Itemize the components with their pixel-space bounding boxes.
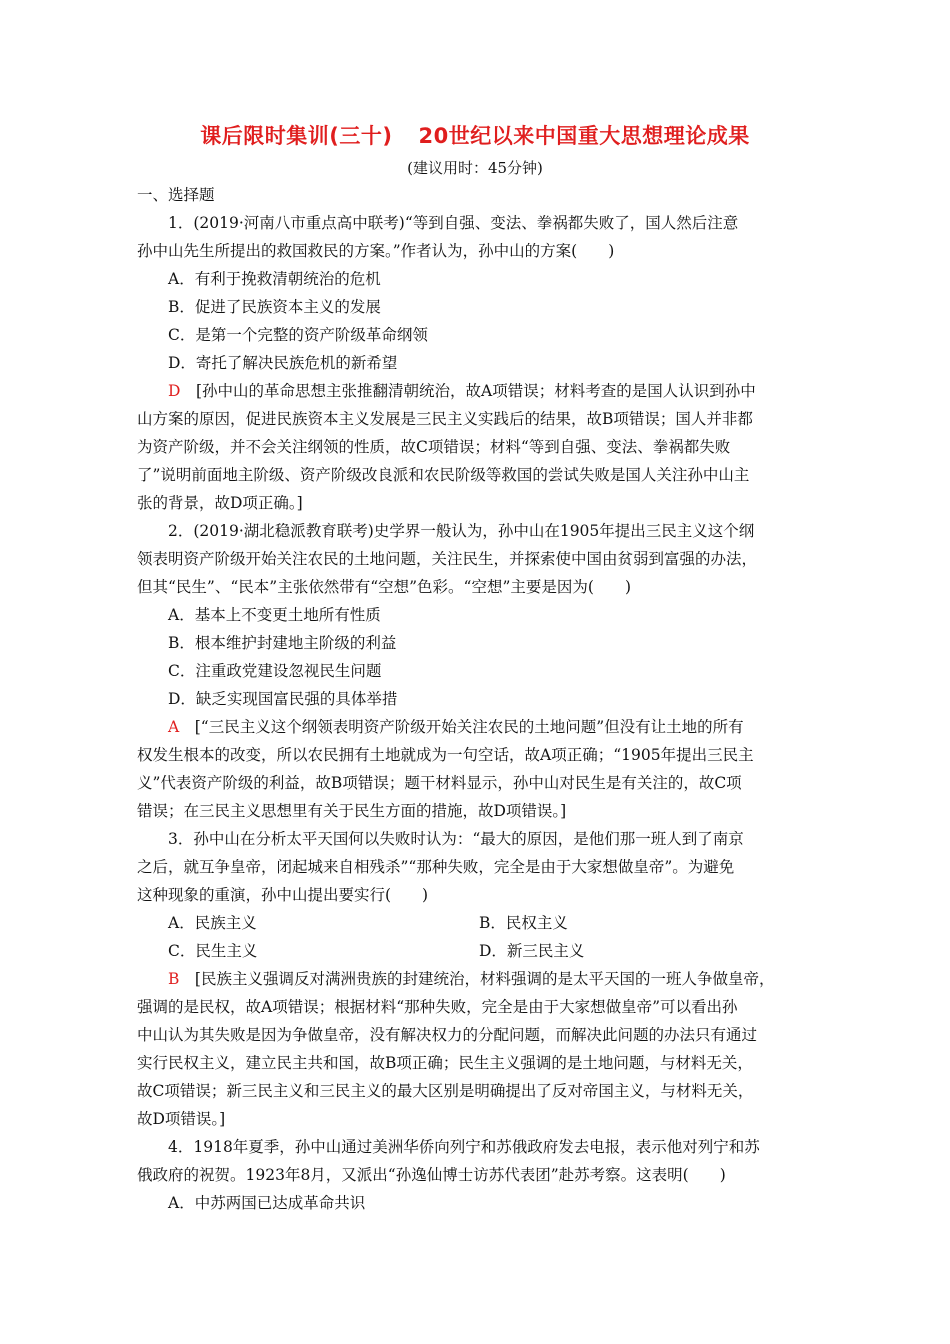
question-text: 1．(2019·河南八市重点高中联考)“等到自强、变法、拳祸都失败了，国人然后注意 <box>168 214 739 232</box>
explanation-text: 实行民权主义，建立民主共和国，故B项正确；民生主义强调的是土地问题，与材料无关， <box>137 1054 753 1072</box>
question-3 <box>137 825 817 1133</box>
answer-letter: B <box>168 970 180 988</box>
explanation-text: 中山认为其失败是因为争做皇帝，没有解决权力的分配问题，而解决此问题的办法只有通过 <box>137 1026 758 1044</box>
question-text: 3．孙中山在分析太平天国何以失败时认为：“最大的原因，是他们那一班人到了南京 <box>168 830 744 848</box>
question-text: 这种现象的重演，孙中山提出要实行( ) <box>137 886 429 904</box>
option-d: D．新三民主义 <box>479 942 585 960</box>
option-a: A．基本上不变更土地所有性质 <box>168 606 381 624</box>
page-title <box>0 120 950 150</box>
explanation-text: 为资产阶级，并不会关注纲领的性质，故C项错误；材料“等到自强、变法、拳祸都失败 <box>137 438 731 456</box>
option-c: C．民生主义 <box>168 942 258 960</box>
explanation-text: 故C项错误；新三民主义和三民主义的最大区别是明确提出了反对帝国主义，与材料无关， <box>137 1082 754 1100</box>
content <box>137 181 817 1217</box>
options-row <box>137 909 817 937</box>
option-a: A．民族主义 <box>168 914 257 932</box>
question-text: 4．1918年夏季，孙中山通过美洲华侨向列宁和苏俄政府发去电报，表示他对列宁和苏 <box>168 1138 760 1156</box>
explanation-text: 山方案的原因，促进民族资本主义发展是三民主义实践后的结果，故B项错误；国人并非都 <box>137 410 753 428</box>
explanation-text: 强调的是民权，故A项错误；根据材料“那种失败，完全是由于大家想做皇帝”可以看出孙 <box>137 998 738 1016</box>
page-subtitle: (建议用时：45分钟) <box>407 159 543 177</box>
answer-line <box>137 965 817 993</box>
question-text: 俄政府的祝贺。1923年8月，又派出“孙逸仙博士访苏代表团”赴苏考察。这表明( ) <box>137 1166 726 1184</box>
option-b: B．根本维护封建地主阶级的利益 <box>168 634 397 652</box>
answer-line <box>137 713 817 741</box>
answer-line <box>137 377 817 405</box>
option-c: C．是第一个完整的资产阶级革命纲领 <box>168 326 428 344</box>
option-a: A．中苏两国已达成革命共识 <box>168 1194 366 1212</box>
explanation-text: 权发生根本的改变，所以农民拥有土地就成为一句空话，故A项正确；“1905年提出三民主 <box>137 746 754 764</box>
option-d: D．寄托了解决民族危机的新希望 <box>168 354 398 372</box>
title-series: 课后限时集训(三十) <box>200 124 393 148</box>
explanation-text: 义”代表资产阶级的利益，故B项错误；题干材料显示，孙中山对民生是有关注的，故C项 <box>137 774 742 792</box>
option-b: B．促进了民族资本主义的发展 <box>168 298 381 316</box>
section-heading: 一、选择题 <box>137 186 215 204</box>
option-b: B．民权主义 <box>479 914 568 932</box>
question-4 <box>137 1133 817 1217</box>
question-2 <box>137 517 817 825</box>
options-row <box>137 937 817 965</box>
title-topic: 20世纪以来中国重大思想理论成果 <box>418 124 750 148</box>
question-1 <box>137 209 817 517</box>
option-d: D．缺乏实现国富民强的具体举措 <box>168 690 398 708</box>
option-a: A．有利于挽救清朝统治的危机 <box>168 270 381 288</box>
explanation-text: 了”说明前面地主阶级、资产阶级改良派和农民阶级等救国的尝试失败是国人关注孙中山主 <box>137 466 750 484</box>
explanation-text: [民族主义强调反对满洲贵族的封建统治，材料强调的是太平天国的一班人争做皇帝， <box>194 970 775 988</box>
explanation-text: 错误；在三民主义思想里有关于民生方面的措施，故D项错误。] <box>137 802 567 820</box>
question-text: 2．(2019·湖北稳派教育联考)史学界一般认为，孙中山在1905年提出三民主义这个纲 <box>168 522 755 540</box>
option-c: C．注重政党建设忽视民生问题 <box>168 662 382 680</box>
question-text: 之后，就互争皇帝，闭起城来自相残杀”“那种失败，完全是由于大家想做皇帝”。为避免 <box>137 858 735 876</box>
explanation-text: 张的背景，故D项正确。] <box>137 494 303 512</box>
explanation-text: [孙中山的革命思想主张推翻清朝统治，故A项错误；材料考查的是国人认识到孙中 <box>195 382 756 400</box>
explanation-text: [“三民主义这个纲领表明资产阶级开始关注农民的土地问题”但没有让土地的所有 <box>194 718 744 736</box>
question-text: 但其“民生”、“民本”主张依然带有“空想”色彩。“空想”主要是因为( ) <box>137 578 631 596</box>
question-text: 领表明资产阶级开始关注农民的土地问题，关注民生，并探索使中国由贫弱到富强的办法， <box>137 550 758 568</box>
question-text: 孙中山先生所提出的救国救民的方案。”作者认为，孙中山的方案( ) <box>137 242 615 260</box>
answer-letter: A <box>168 718 180 736</box>
explanation-text: 故D项错误。] <box>137 1110 226 1128</box>
answer-letter: D <box>168 382 181 400</box>
